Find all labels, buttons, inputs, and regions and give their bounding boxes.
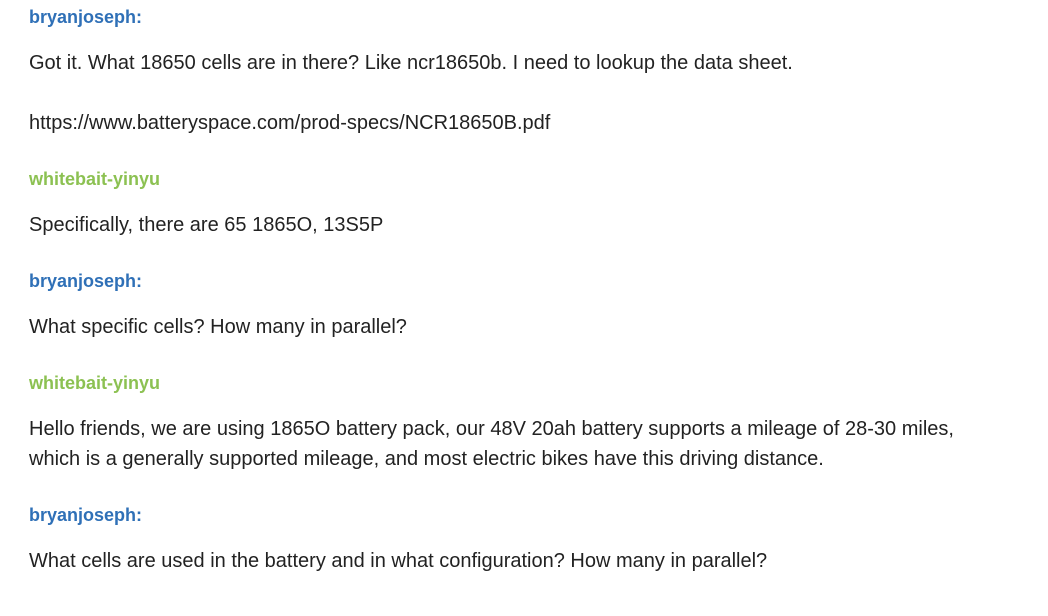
post-author-username: bryanjoseph: [29,7,143,27]
forum-post [29,372,1048,474]
forum-post [29,168,1048,240]
forum-post [29,6,1048,138]
post-author-username: bryanjoseph: [29,271,143,291]
post-link-url: https://www.batteryspace.com/prod-specs/NCR18650B.pdf [29,112,551,134]
forum-post [29,504,1048,576]
post-paragraph: What specific cells? How many in parallel? [29,316,407,338]
post-author-username: whitebait-yinyu [29,373,161,393]
post-paragraph: What cells are used in the battery and in what configuration? How many in parallel? [29,550,768,572]
forum-post [29,270,1048,342]
post-author-username: bryanjoseph: [29,505,143,525]
post-paragraph: Specifically, there are 65 1865O, 13S5P [29,214,384,236]
post-paragraph: Got it. What 18650 cells are in there? Like ncr18650b. I need to lookup the data sheet. [29,52,793,74]
post-paragraph: Hello friends, we are using 1865O battery pack, our 48V 20ah battery supports a mileage of 28-30 miles, which is a generally supported mileage, and most electric bikes have this driving distance. [29,418,954,470]
post-author-username: whitebait-yinyu [29,169,161,189]
